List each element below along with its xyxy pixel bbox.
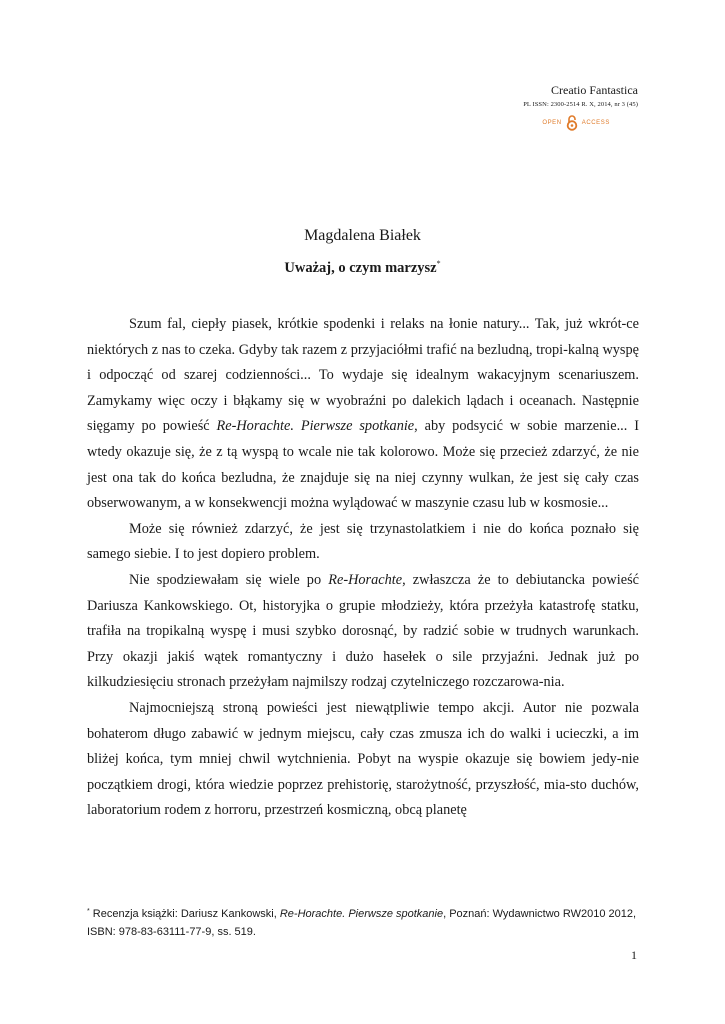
- journal-title: Creatio Fantastica: [551, 83, 638, 97]
- footnote-text: Recenzja książki: Dariusz Kankowski,: [89, 908, 280, 920]
- footnote-ref: *: [436, 259, 441, 268]
- footnote-text-end: , Poznań: Wydawnictwo RW2010 2012, ISBN: 978-83-63111-77-9, ss. 519.: [87, 908, 637, 938]
- open-access-lock-icon: [566, 114, 578, 131]
- paragraph-4: [87, 696, 639, 824]
- paragraph-3: [87, 568, 639, 696]
- book-title: Re-Horachte. Pierwsze spotkanie: [216, 418, 415, 435]
- journal-header: [378, 83, 638, 131]
- footnote-book-title: Re-Horachte. Pierwsze spotkanie: [279, 908, 444, 920]
- footnote: [87, 903, 639, 941]
- article-title-text: Uważaj, o czym marzysz: [284, 260, 437, 276]
- author-name: Magdalena Białek: [304, 227, 421, 244]
- footnote-mark: *: [87, 908, 90, 915]
- paragraph-text: Najmocniejszą stroną powieści jest niewątpliwie tempo akcji. Autor nie pozwala bohaterom długo zabawić w jednym miejscu, cały czas zmusza ich do walki i ucieczki, a im bliżej końca, tym mniej chwil wytchnienia. Pobyt na wyspie okazuje się bowiem jedy-nie początkiem drogi, która wiedzie poprzez prehistorię, starożytność, przyszłość, mia-sto duchów, laboratorium rodem z horroru, przestrzeń kosmiczną, obcą planetę: [87, 699, 639, 819]
- open-access-right-label: ACCESS: [581, 119, 610, 126]
- paragraph-text: Może się również zdarzyć, że jest się trzynastolatkiem i nie do końca poznało się samego siebie. I to jest dopiero problem.: [87, 520, 639, 563]
- paragraph-text: , aby podsycić w sobie marzenie... I wtedy okazuje się, że z tą wyspą to wcale nie tak kolorowo. Może się przecież zdarzyć, że nie jest ona tak do końca bezludna, że znajduje się na niej czynny wulkan, że jest się cały czas obserwowanym, a w konsekwencji można wylądować w maszynie czasu lub w kosmosie...: [87, 418, 639, 512]
- article-body: [87, 312, 639, 824]
- paragraph-text: , zwłaszcza że to debiutancka powieść Dariusza Kankowskiego. Ot, historyjka o grupie młodzieży, która przeżyła katastrofę statku, trafiła na tropikalną wyspę i musi szybko dorosnąć, by radzić sobie w trudnych warunkach. Przy okazji jakiś wątek romantyczny i dużo hasełek o sile przyjaźni. Jednak już po kilkudziesięciu stronach przeżyłam najmilszy rodzaj czytelniczego rozczarowa-nia.: [87, 571, 639, 691]
- page-number: 1: [631, 948, 637, 962]
- issn-line: PL ISSN: 2300-2514 R. X, 2014, nr 3 (45): [523, 101, 638, 108]
- book-title: Re-Horachte: [328, 571, 403, 588]
- open-access-left-label: OPEN: [542, 119, 562, 126]
- paragraph-text: Szum fal, ciepły piasek, krótkie spodenki i relaks na łonie natury... Tak, już wkrót-ce niektórych z nas to czeka. Gdyby tak razem z przyjaciółmi trafić na bezludną, tropi-kalną wyspę i odpocząć od szarej codzienności... To wydaje się idealnym wakacyjnym scenariuszem. Zamykamy więc oczy i błąkamy się w wyobraźni po dalekich lądach i oceanach. Następnie sięgamy po powieść: [87, 316, 639, 435]
- paragraph-text: Nie spodziewałam się wiele po: [129, 571, 329, 588]
- paragraph-2: [87, 517, 639, 568]
- paragraph-1: [87, 312, 639, 517]
- article-title: [0, 259, 725, 277]
- open-access-badge: [378, 114, 610, 131]
